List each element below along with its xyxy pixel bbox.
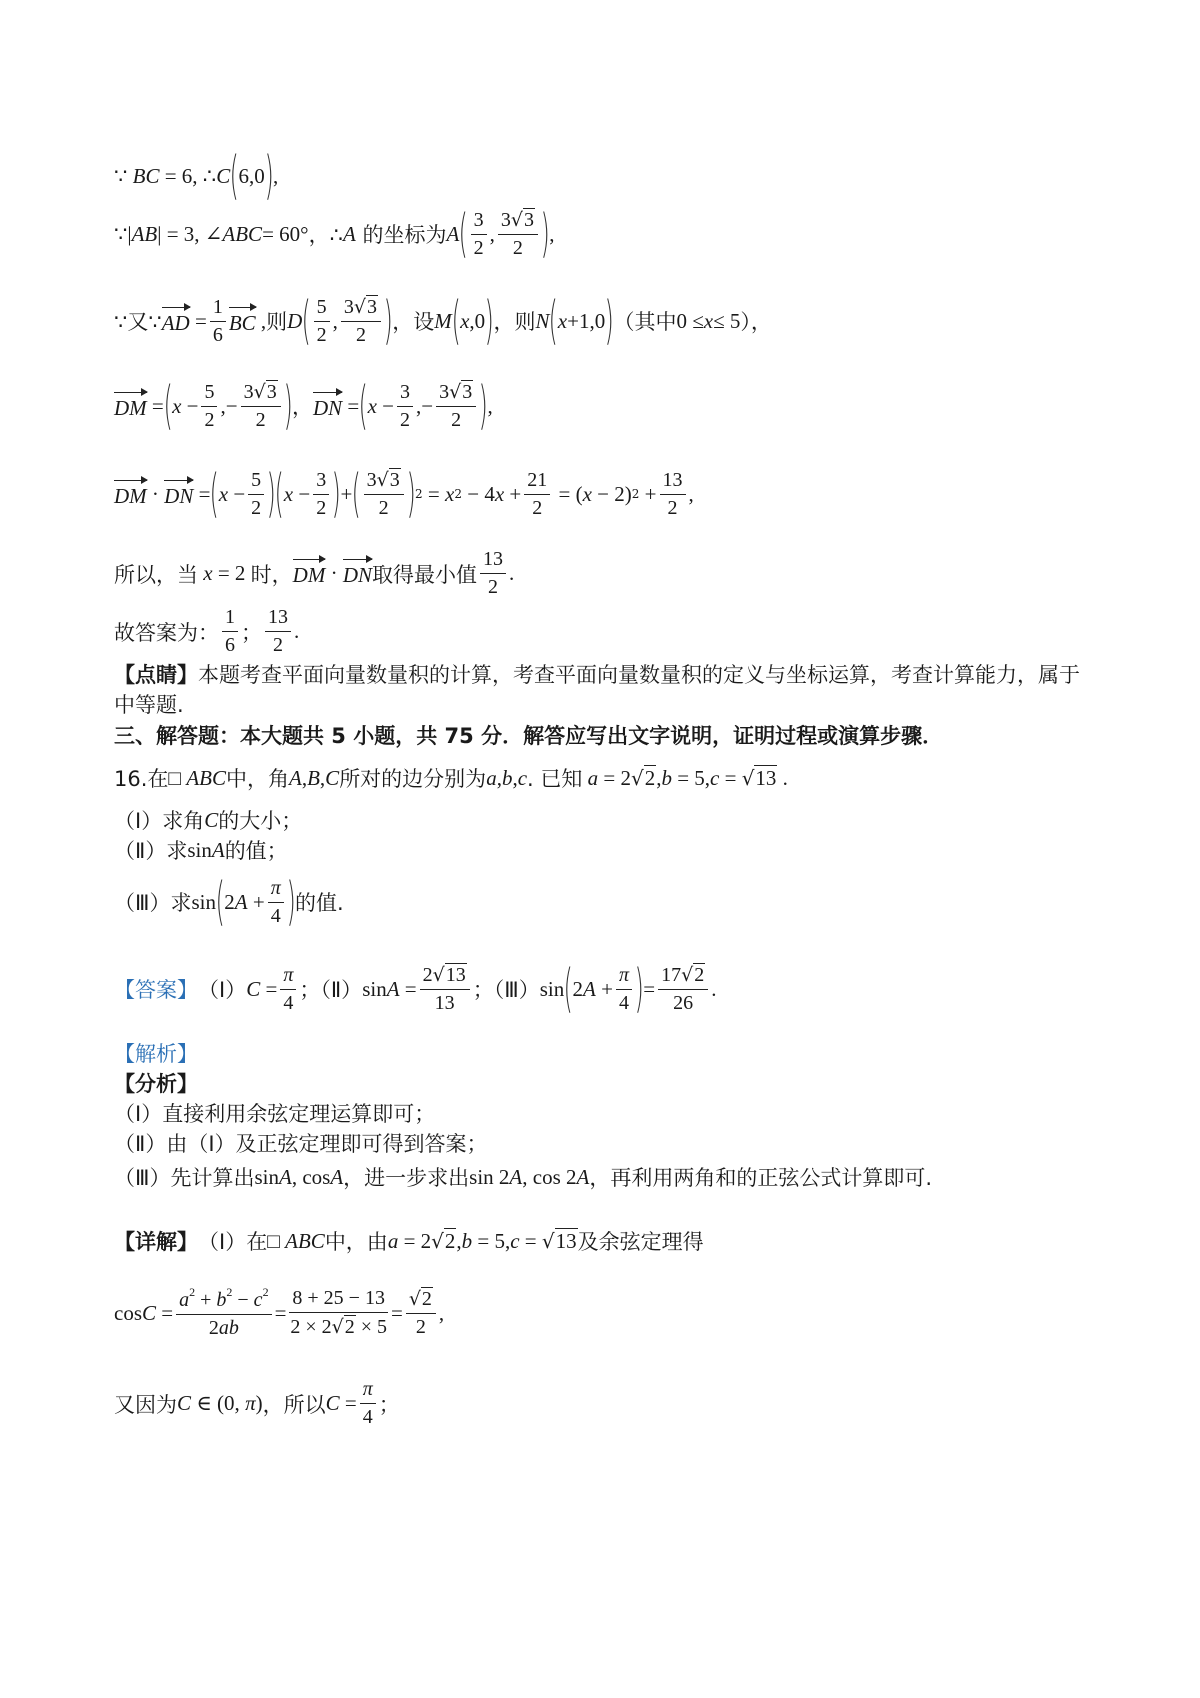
q16-pre: 16.在 xyxy=(114,767,169,791)
text-l3-then: ，则 xyxy=(493,310,536,334)
ans1-label: （Ⅰ） xyxy=(198,978,247,1002)
fenxi-3: （Ⅲ）先计算出 sin A , cos A ，进一步求出 sin 2 A , cos 2 A ，再利用两角和的正弦公式计算即可. xyxy=(114,1162,932,1192)
text-dianjing: 本题考查平面向量数量积的计算，考查平面向量数量积的定义与坐标运算，考查计算能力，属于 xyxy=(198,663,1080,687)
q16-mid: 中，角 xyxy=(226,767,290,791)
text-dianjing-2: 中等题. xyxy=(114,693,184,717)
tag-fenxi: 【分析】 xyxy=(114,1072,198,1096)
q16-part3: （Ⅲ）求 sin ( 2 A + $\frac{\pi}{4}$ ) 的值. xyxy=(114,872,344,932)
q16-part1: （Ⅰ）求角 C 的大小； xyxy=(114,805,302,835)
detail-post: 及余弦定理得 xyxy=(577,1230,704,1254)
tag-analysis: 【解析】 xyxy=(114,1042,198,1066)
analysis-tag-line xyxy=(114,1038,198,1068)
q16-statement: 16.在 □ ABC 中，角 A , B , C 所对的边分别为 a , b , c . 已知 a = 2 √ 2 , b = 5, c = √ 13 . xyxy=(114,763,788,793)
tag-dianjing: 【点睛】 xyxy=(114,663,198,687)
line-answer-short: 故答案为： $\frac{1}{6}$ ； $\frac{13}{2}$ . xyxy=(114,606,300,656)
tag-detail: 【详解】 xyxy=(114,1230,198,1254)
section-heading xyxy=(114,720,943,750)
tag-answer: 【答案】 xyxy=(114,978,198,1002)
line-ad: ∵又∵ AD = $\frac{1}{6}$ BC , 则 D ( $\frac{5}{2}$ , $\frac{3√3}{2}$ ) ，设 M ( x ,0 ) ，则 N ( x +1,0 ) （其中 0 ≤ x ≤ 5 ）， xyxy=(114,291,772,351)
detail-pre: （Ⅰ）在 xyxy=(198,1230,268,1254)
text-l6-post: 取得最小值 xyxy=(372,562,478,587)
answer-line: 【答案】 （Ⅰ） C = $\frac{\pi}{4}$ ；（Ⅱ） sin A = $\frac{2√13}{13}$ ；（Ⅲ） sin ( 2 A + $\frac{\pi}{4}$ ) = $\frac{17√2}{26}$ . xyxy=(114,959,717,1019)
line-min-value: 所以，当 x = 2 时， DM · DN 取得最小值 $\frac{13}{2}$ . xyxy=(114,548,515,598)
q16-part2: （Ⅱ）求 sin A 的值； xyxy=(114,835,288,865)
q16-part2-post: 的值； xyxy=(224,839,288,863)
fenxi-3-pre: （Ⅲ）先计算出 xyxy=(114,1166,255,1190)
line-dm-dn: DM = ( x − $\frac{5}{2}$ ,− $\frac{3√3}{2}$ ) ， DN = ( x − $\frac{3}{2}$ ,− $\frac{3√3}{2}$ ) , xyxy=(114,376,493,436)
text-l3-mid: 则 xyxy=(266,310,288,334)
text-l7-pre: 故答案为： xyxy=(114,620,219,645)
fenxi-1 xyxy=(114,1098,435,1128)
ans3-label: ；（Ⅲ） xyxy=(472,978,540,1002)
fenxi-2 xyxy=(114,1128,488,1158)
q16-part1-text: （Ⅰ）求角 xyxy=(114,809,205,833)
fenxi-3-mid: ，进一步求出 xyxy=(343,1166,470,1190)
line-bc: ∵ BC = 6, ∴ C ( 6,0 ) , xyxy=(114,146,279,206)
fenxi-2-text: （Ⅱ）由（Ⅰ）及正弦定理即可得到答案； xyxy=(114,1132,488,1156)
last-pre: 又因为 xyxy=(114,1392,177,1417)
q16-part3-text: （Ⅲ）求 xyxy=(114,891,192,915)
line-dianjing xyxy=(114,659,1080,689)
last-mid: ，所以 xyxy=(262,1392,326,1417)
q16-part1-post: 的大小； xyxy=(218,809,303,833)
text-l3-range: （其中 xyxy=(613,310,677,334)
fenxi-1-text: （Ⅰ）直接利用余弦定理运算即可； xyxy=(114,1102,436,1126)
text-l3-set: ，设 xyxy=(392,310,435,334)
line-dot-product: DM · DN = ( x − $\frac{5}{2}$ ) ( x − $\frac{3}{2}$ ) + ( $\frac{3√3}{2}$ ) 2 = x 2 − 4 x + $\frac{21}{2}$ = ( x − 2) 2 + $\frac{13}{2}$ , xyxy=(114,464,694,524)
line-dianjing-2 xyxy=(114,689,184,719)
detail-line: 【详解】 （Ⅰ）在 □ ABC 中，由 a = 2 √ 2 , b = 5, c = √ 13 及余弦定理得 xyxy=(114,1226,704,1256)
fenxi-3-post: ，再利用两角和的正弦公式计算即可. xyxy=(589,1166,933,1190)
detail-mid: 中，由 xyxy=(324,1230,388,1254)
section-3-title: 三、解答题：本大题共 5 小题，共 75 分．解答应写出文字说明，证明过程或演算步骤． xyxy=(114,724,944,748)
text-l6-when: 时， xyxy=(250,562,293,587)
line-a-coord: ∵ | AB | = 3, ∠ ABC = 60° ，∴ A 的坐标为 A ( $\frac{3}{2}$ , $\frac{3√3}{2}$ ) , xyxy=(114,204,555,264)
q16-mid3: . 已知 xyxy=(527,767,583,791)
q16-part2-text: （Ⅱ）求 xyxy=(114,839,188,863)
cos-c-line: cos C = $\frac{a^2 + b^2 - c^2}{2ab}$ = $\frac{8 + 25 - 13}{2 \times 2√2 \times 5}$ = $\frac{√2}{2}$ , xyxy=(114,1285,445,1339)
fenxi-tag-line xyxy=(114,1068,198,1098)
last-line: 又因为 C ∈ (0, π ) ，所以 C = $\frac{\pi}{4}$ ； xyxy=(114,1378,400,1428)
text-l6-pre: 所以，当 xyxy=(114,562,198,587)
text-l3-pre: ∵又∵ xyxy=(114,310,162,334)
q16-mid2: 所对的边分别为 xyxy=(339,767,487,791)
ans2-label: ；（Ⅱ） xyxy=(299,978,363,1002)
q16-part3-post: 的值. xyxy=(295,891,344,915)
